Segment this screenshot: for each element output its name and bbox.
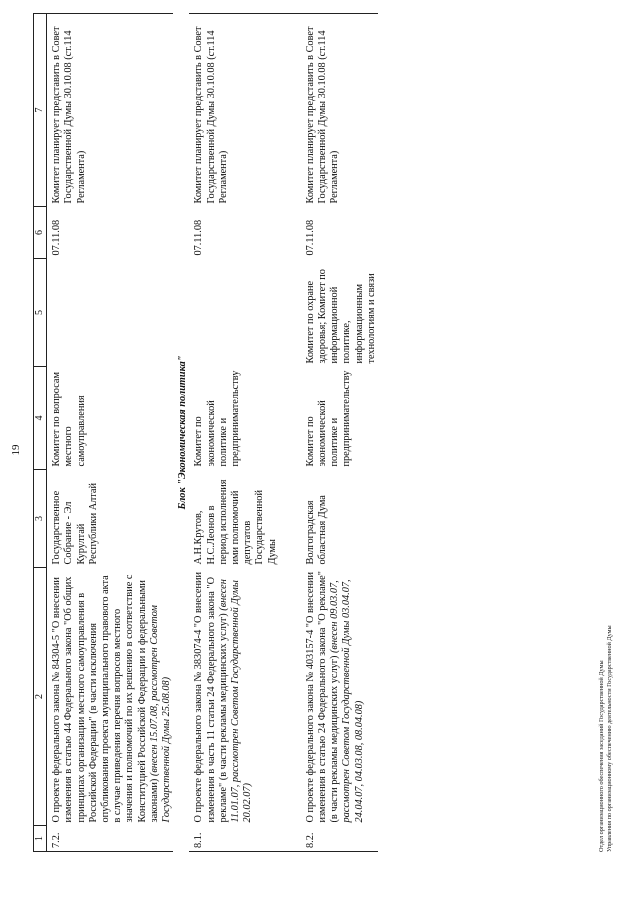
column-header: 6 bbox=[34, 207, 47, 259]
column-header-row bbox=[34, 14, 47, 852]
footer bbox=[598, 625, 614, 852]
bill-title-cell bbox=[47, 568, 174, 826]
item-number: 8.1. bbox=[189, 826, 278, 852]
co-committees bbox=[189, 259, 278, 367]
block-title: Блок "Экономическая политика" bbox=[177, 355, 189, 510]
table-row bbox=[189, 14, 278, 852]
co-committees: Комитет по охране здоровья; Комитет по информационной политике, информационным технологиям и связи bbox=[304, 269, 377, 364]
agenda-table bbox=[33, 13, 378, 852]
bill-title: О проекте федерального закона № 383074-4 "О внесении изменения в часть 11 статьи 24 Федерального закона "О рекламе" (в части рекламы медицинских услуг) bbox=[193, 571, 229, 823]
review-date: 07.11.08 bbox=[304, 219, 316, 256]
item-number: 8.2. bbox=[301, 826, 378, 852]
column-header: 1 bbox=[34, 826, 47, 852]
lead-committee: Комитет по вопросам местного самоуправления bbox=[51, 372, 87, 467]
column-header: 5 bbox=[34, 259, 47, 367]
bill-note: (внесен 11.01.07, рассмотрен Советом Государственной Думы 20.02.07) bbox=[217, 579, 254, 823]
bill-status: Комитет планирует представить в Совет Государственной Думы 30.10.08 (ст.114 Регламента) bbox=[189, 14, 278, 207]
bill-note: (внесен 15.07.08, рассмотрен Советом Государственной Думы 25.08.08) bbox=[148, 605, 173, 823]
co-committees bbox=[47, 259, 174, 367]
bill-author: А.Н.Крутов, Н.С.Леонов в период исполнения ими полномочий депутатов Государственной Думы bbox=[193, 479, 278, 565]
bill-status: Комитет планирует представить в Совет Государственной Думы 30.10.08 (ст.114 Регламента) bbox=[301, 14, 378, 207]
bill-title-cell bbox=[301, 568, 378, 826]
column-header: 4 bbox=[34, 367, 47, 470]
block-heading-row bbox=[173, 14, 189, 852]
footer-line: Отдел организационного обеспечения заседаний Государственной Думы bbox=[598, 660, 605, 852]
bill-title: О проекте федерального закона № 403157-4 "О внесении изменения в статью 24 Федерального закона "О рекламе" (в части рекламы медицинских услуг) bbox=[304, 571, 341, 823]
column-header: 2 bbox=[34, 568, 47, 826]
review-date: 07.11.08 bbox=[51, 219, 63, 256]
lead-committee: Комитет по экономической политике и предпринимательству bbox=[304, 370, 353, 467]
bill-author: Государственное Собрание - Эл Курултай Республики Алтай bbox=[51, 482, 99, 565]
footer-line: Управления по организационному обеспечению деятельности Государственной Думы bbox=[606, 625, 613, 852]
bill-status: Комитет планирует представить в Совет Государственной Думы 30.10.08 (ст.114 Регламента) bbox=[47, 14, 174, 207]
review-date: 07.11.08 bbox=[193, 219, 205, 256]
bill-title: О проекте федерального закона № 84304-5 "О внесении изменения в статью 44 Федерального закона "Об общих принципах организации местного самоуправления в Российской Федерации" (в части исключения опубликования проекта муниципального правового акта в случае приведения перечня вопросов местного значения и полномочий по их решению в соответствие с Конституцией Российской Федерации и федеральными законами) bbox=[51, 574, 160, 823]
column-header: 7 bbox=[34, 14, 47, 207]
column-header: 3 bbox=[34, 470, 47, 568]
row-spacer bbox=[279, 14, 301, 852]
table-row bbox=[301, 14, 378, 852]
bill-note: (внесен 09.03.07, рассмотрен Советом Государственной Думы 03.04.07, 24.04.07, 04.03.08, 08.04.08) bbox=[329, 579, 365, 823]
bill-title-cell bbox=[189, 568, 278, 826]
lead-committee: Комитет по экономической политике и предпринимательству bbox=[193, 370, 242, 467]
page-number: 19 bbox=[10, 444, 22, 456]
table-row bbox=[47, 14, 174, 852]
bill-author: Волгоградская областная Дума bbox=[304, 495, 329, 565]
item-number: 7.2. bbox=[47, 826, 174, 852]
